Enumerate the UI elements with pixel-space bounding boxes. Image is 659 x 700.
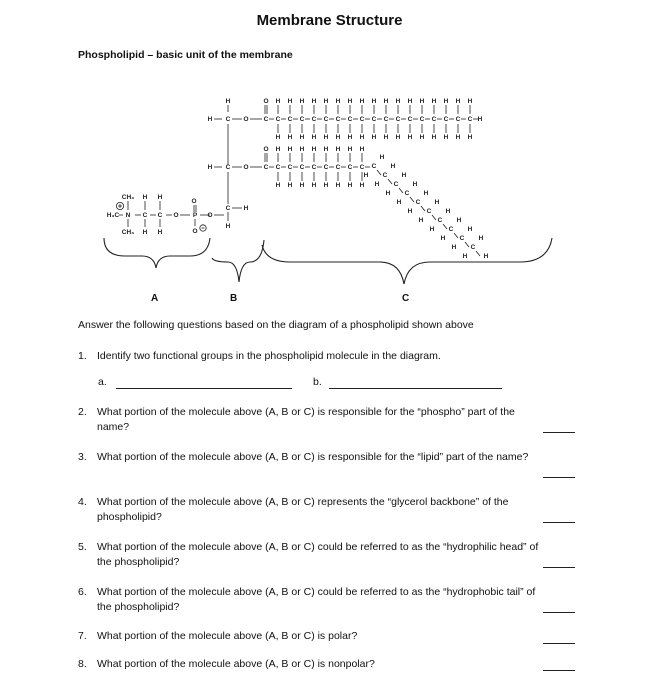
atom-label: H <box>335 98 341 105</box>
atom-label: C <box>459 235 465 242</box>
question-number: 4. <box>78 496 87 508</box>
atom-label: C <box>157 212 163 219</box>
atom-label: H <box>359 134 365 141</box>
atom-label: C <box>299 164 305 171</box>
brace-b <box>212 240 264 282</box>
bond <box>399 188 403 193</box>
atom-label: C <box>359 164 365 171</box>
question-number: 8. <box>78 658 87 670</box>
atom-label: C <box>225 205 231 212</box>
atom-label: H <box>299 134 305 141</box>
question-text: What portion of the molecule above (A, B or C) represents the “glycerol backbone” of the phospholipid? <box>97 496 509 523</box>
atom-label: H <box>359 98 365 105</box>
section-subtitle: Phospholipid – basic unit of the membrane <box>78 49 293 61</box>
atom-label: C <box>287 164 293 171</box>
atom-label: H <box>311 98 317 105</box>
question-number: 5. <box>78 541 87 553</box>
atom-label: C <box>299 116 305 123</box>
atom-label: H <box>335 134 341 141</box>
question-text: What portion of the molecule above (A, B or C) is responsible for the “phospho” part of the name? <box>97 406 515 433</box>
answer-line-8[interactable] <box>543 670 575 671</box>
atom-label: O <box>207 212 213 219</box>
atom-label: H <box>431 134 437 141</box>
atom-label: H <box>443 98 449 105</box>
bond <box>443 224 447 229</box>
atom-label: H <box>275 134 281 141</box>
atom-label: C <box>395 116 401 123</box>
atom-label: H <box>383 134 389 141</box>
atom-label: H <box>379 154 385 161</box>
atom-label: H <box>374 181 380 188</box>
atom-label: H <box>407 98 413 105</box>
atom-label: O <box>173 212 179 219</box>
answer-line-6[interactable] <box>543 612 575 613</box>
page-title: Membrane Structure <box>256 12 403 29</box>
atom-label: H <box>440 235 446 242</box>
label-a: A <box>151 293 159 304</box>
atom-label: H <box>287 146 293 153</box>
atom-label: C <box>275 164 281 171</box>
atom-label: C <box>371 163 377 170</box>
atom-label: O <box>243 116 249 123</box>
atom-label: C <box>371 116 377 123</box>
atom-label: H <box>419 134 425 141</box>
atom-label: H <box>363 172 369 179</box>
atom-label: H <box>401 172 407 179</box>
phospholipid-diagram <box>0 80 659 315</box>
atom-label: H <box>395 98 401 105</box>
atom-label: H <box>443 134 449 141</box>
answer-a-line[interactable] <box>116 388 292 389</box>
atom-label: O <box>263 98 269 105</box>
atom-label: C <box>287 116 293 123</box>
atom-label: C <box>448 226 454 233</box>
atom-label: O <box>263 146 269 153</box>
atom-label: H <box>477 116 483 123</box>
atom-label: CH₃ <box>121 229 135 236</box>
answer-b-line[interactable] <box>329 388 502 389</box>
atom-label: H <box>275 98 281 105</box>
label-c: C <box>402 293 410 304</box>
brace-a <box>104 238 210 268</box>
atom-label: H <box>225 223 231 230</box>
section-braces <box>104 238 552 284</box>
atom-label: C <box>426 208 432 215</box>
atom-label: H <box>311 146 317 153</box>
atom-label: C <box>359 116 365 123</box>
atom-label: H <box>390 163 396 170</box>
atom-label: H <box>467 134 473 141</box>
question-text: What portion of the molecule above (A, B or C) could be referred to as the “hydrophilic head” of the phospholipid? <box>97 541 539 568</box>
atom-label: H <box>225 98 231 105</box>
question-number: 1. <box>78 350 87 362</box>
question-number: 2. <box>78 406 87 418</box>
atom-label: H <box>299 98 305 105</box>
atom-label: H <box>455 98 461 105</box>
atom-label: O <box>243 164 249 171</box>
atom-label: H <box>434 199 440 206</box>
atom-label: O <box>191 198 197 205</box>
atom-label: H <box>407 208 413 215</box>
atom-label: H <box>207 164 213 171</box>
atom-label: C <box>437 217 443 224</box>
bond <box>432 215 436 220</box>
atom-label: H <box>455 134 461 141</box>
atom-label: H <box>323 146 329 153</box>
answer-b-label: b. <box>313 376 322 388</box>
atom-label: C <box>311 116 317 123</box>
atom-label: C <box>393 181 399 188</box>
atom-label: H <box>347 134 353 141</box>
question-number: 6. <box>78 586 87 598</box>
answer-line-3[interactable] <box>543 477 575 478</box>
atom-label: C <box>347 116 353 123</box>
atom-label: H <box>371 98 377 105</box>
atom-label: H <box>275 182 281 189</box>
atom-label: H <box>311 134 317 141</box>
atom-label: H <box>323 98 329 105</box>
atom-label: H <box>299 146 305 153</box>
atom-label: H <box>385 190 391 197</box>
atom-label: H <box>412 181 418 188</box>
atom-label: H <box>347 182 353 189</box>
atom-label: H <box>157 229 163 236</box>
atom-label: C <box>383 116 389 123</box>
answer-line-5[interactable] <box>543 567 575 568</box>
atom-label: H <box>383 98 389 105</box>
atom-label: H <box>287 182 293 189</box>
atom-label: C <box>335 116 341 123</box>
atom-label: P <box>192 212 198 219</box>
atom-label: C <box>142 212 148 219</box>
atom-label: C <box>225 116 231 123</box>
atom-label: H <box>157 194 163 201</box>
bond <box>454 233 458 238</box>
atom-label: C <box>470 244 476 251</box>
atom-label: H <box>311 182 317 189</box>
instructions: Answer the following questions based on the diagram of a phospholipid shown above <box>78 319 474 331</box>
atom-label: C <box>404 190 410 197</box>
atom-label: H <box>423 190 429 197</box>
atom-label: H <box>371 134 377 141</box>
atom-label: CH₃ <box>121 194 135 201</box>
atom-label: H <box>462 253 468 260</box>
atom-label: H <box>335 146 341 153</box>
atom-label: C <box>419 116 425 123</box>
atom-label: H <box>142 229 148 236</box>
bond <box>377 170 381 175</box>
atom-label: C <box>263 116 269 123</box>
answer-a-label: a. <box>98 376 107 388</box>
brace-c <box>262 238 552 284</box>
question-text: Identify two functional groups in the phospholipid molecule in the diagram. <box>97 350 441 362</box>
bond <box>465 242 469 247</box>
atom-label: C <box>431 116 437 123</box>
atom-label: C <box>323 116 329 123</box>
atom-label: H <box>323 182 329 189</box>
question-number: 3. <box>78 451 87 463</box>
atom-label: H <box>395 134 401 141</box>
atom-label: H <box>445 208 451 215</box>
atom-label: H <box>483 253 489 260</box>
atom-label: C <box>275 116 281 123</box>
atom-label: C <box>407 116 413 123</box>
atom-label: C <box>335 164 341 171</box>
atom-label: C <box>455 116 461 123</box>
atom-label: H <box>347 146 353 153</box>
atom-label: H <box>335 182 341 189</box>
atom-label: N <box>125 212 131 219</box>
atom-label: H <box>451 244 457 251</box>
atom-label: H₃C <box>106 212 120 219</box>
molecule-structure <box>107 98 489 260</box>
atom-label: C <box>311 164 317 171</box>
atom-label: C <box>323 164 329 171</box>
atom-label: C <box>225 164 231 171</box>
atom-label: H <box>418 217 424 224</box>
atom-label: H <box>407 134 413 141</box>
atom-label: H <box>243 205 249 212</box>
atom-label: H <box>347 98 353 105</box>
answer-line-7[interactable] <box>543 643 575 644</box>
atom-label: H <box>478 235 484 242</box>
atom-label: H <box>419 98 425 105</box>
atom-label: H <box>287 98 293 105</box>
atom-label: H <box>467 226 473 233</box>
atom-label: C <box>443 116 449 123</box>
atom-label: H <box>431 98 437 105</box>
bond <box>388 179 392 184</box>
atom-label: H <box>429 226 435 233</box>
atom-label: C <box>263 164 269 171</box>
atom-label: H <box>287 134 293 141</box>
question-number: 7. <box>78 630 87 642</box>
question-text: What portion of the molecule above (A, B or C) is responsible for the “lipid” part of the name? <box>97 451 529 463</box>
atom-label: C <box>415 199 421 206</box>
question-text: What portion of the molecule above (A, B or C) is polar? <box>97 630 358 642</box>
answer-line-4[interactable] <box>543 522 575 523</box>
atom-label: C <box>467 116 473 123</box>
atom-label: H <box>359 146 365 153</box>
bond <box>410 197 414 202</box>
question-text: What portion of the molecule above (A, B or C) is nonpolar? <box>97 658 375 670</box>
atom-label: H <box>467 98 473 105</box>
charge-oxygen: O <box>192 228 198 235</box>
bond <box>476 251 480 256</box>
atom-label: H <box>275 146 281 153</box>
atom-label: H <box>323 134 329 141</box>
atom-label: H <box>359 182 365 189</box>
atom-label: H <box>207 116 213 123</box>
question-text: What portion of the molecule above (A, B or C) could be referred to as the “hydrophobic tail” of the phospholipid? <box>97 586 536 613</box>
atom-label: H <box>396 199 402 206</box>
answer-line-2[interactable] <box>543 432 575 433</box>
atom-label: H <box>299 182 305 189</box>
atom-label: H <box>456 217 462 224</box>
bond <box>421 206 425 211</box>
atom-label: C <box>347 164 353 171</box>
atom-label: C <box>382 172 388 179</box>
atom-label: H <box>142 194 148 201</box>
label-b: B <box>230 293 238 304</box>
